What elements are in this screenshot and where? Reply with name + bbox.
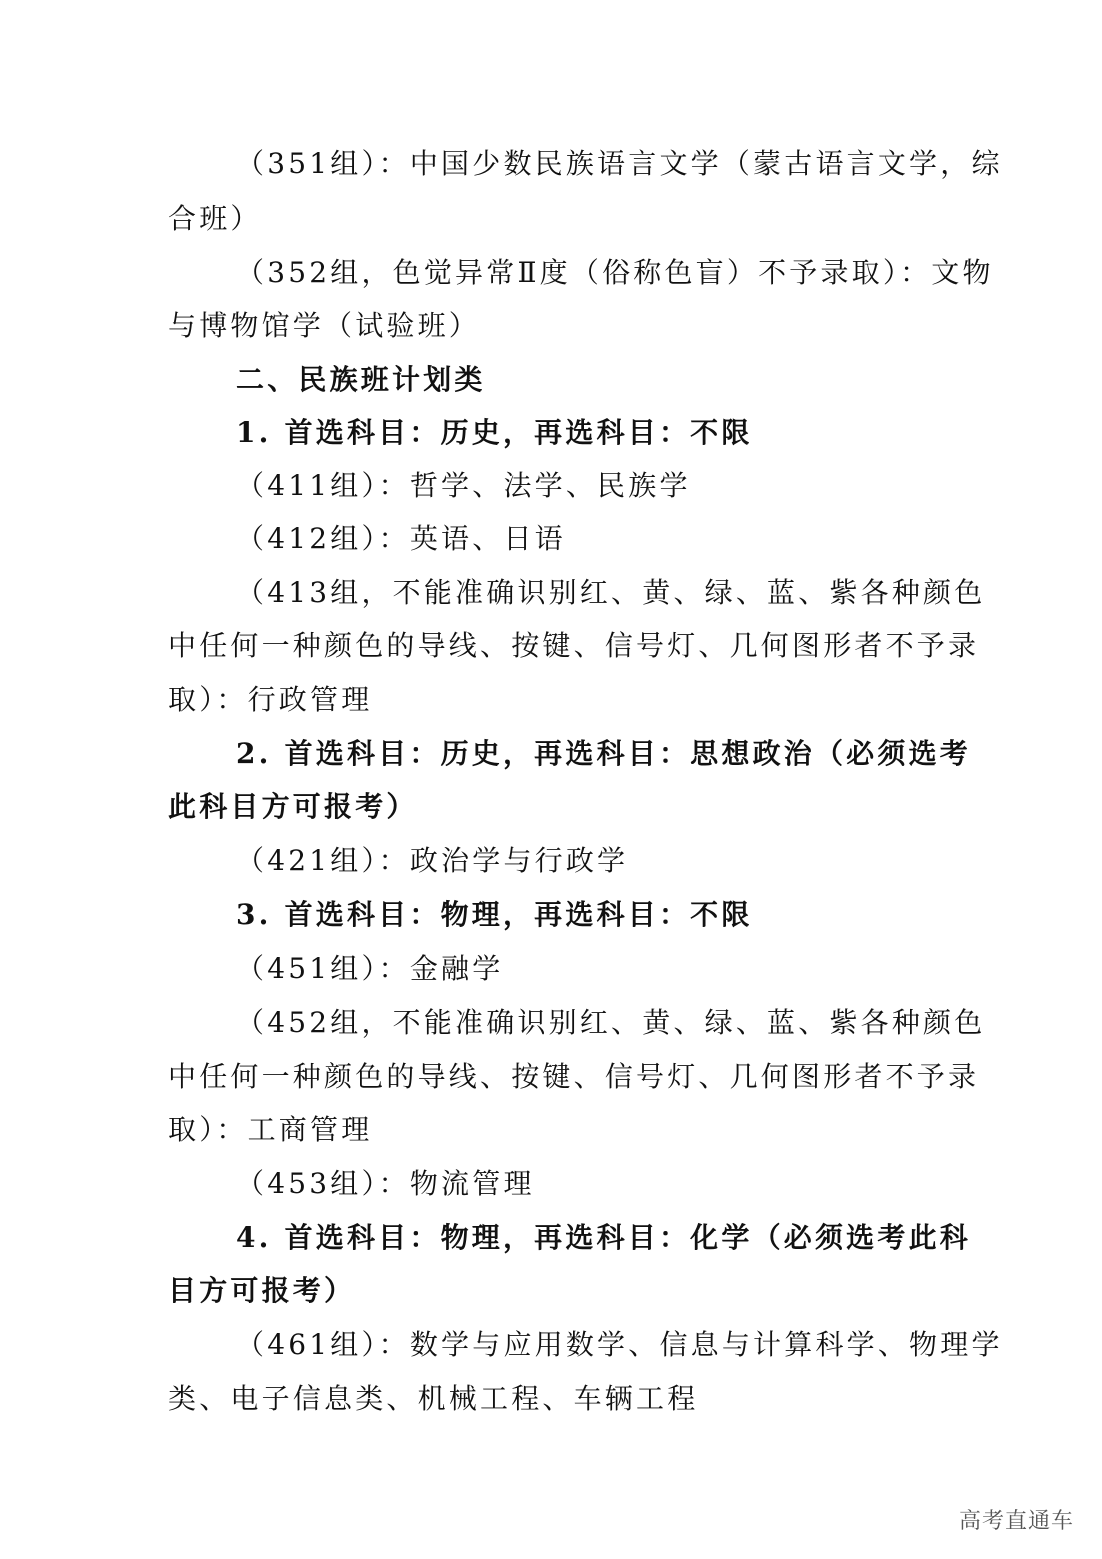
paragraph-461-line-2: 类、电子信息类、机械工程、车辆工程 [168, 1382, 699, 1415]
subject-heading-3: 3. 首选科目：物理，再选科目：不限 [236, 898, 753, 931]
group-412: （412组）：英语、日语 [236, 522, 566, 555]
paragraph-351-line-2: 合班） [168, 202, 262, 235]
paragraph-413-line-3: 取）：行政管理 [168, 683, 373, 716]
paragraph-452-line-1: （452组，不能准确识别红、黄、绿、蓝、紫各种颜色 [236, 1006, 986, 1039]
subject-heading-4-line-2: 目方可报考） [168, 1274, 356, 1307]
subject-heading-4-line-1: 4. 首选科目：物理，再选科目：化学（必须选考此科 [236, 1221, 971, 1254]
paragraph-413-line-2: 中任何一种颜色的导线、按键、信号灯、几何图形者不予录 [168, 629, 980, 662]
group-411: （411组）：哲学、法学、民族学 [236, 469, 691, 502]
paragraph-452-line-3: 取）：工商管理 [168, 1113, 373, 1146]
section-heading-minzu: 二、民族班计划类 [236, 363, 486, 396]
group-421: （421组）：政治学与行政学 [236, 844, 629, 877]
paragraph-452-line-2: 中任何一种颜色的导线、按键、信号灯、几何图形者不予录 [168, 1060, 980, 1093]
paragraph-461-line-1: （461组）：数学与应用数学、信息与计算科学、物理学 [236, 1328, 1003, 1361]
paragraph-352-line-1: （352组，色觉异常Ⅱ度（俗称色盲）不予录取）：文物 [236, 256, 994, 289]
subject-heading-1: 1. 首选科目：历史，再选科目：不限 [236, 416, 753, 449]
group-451: （451组）：金融学 [236, 952, 504, 985]
subject-heading-2-line-1: 2. 首选科目：历史，再选科目：思想政治（必须选考 [236, 737, 971, 770]
paragraph-352-line-2: 与博物馆学（试验班） [168, 309, 481, 342]
watermark-text: 高考直通车 [958, 1509, 1074, 1534]
paragraph-351-line-1: （351组）：中国少数民族语言文学（蒙古语言文学，综 [236, 147, 1003, 180]
subject-heading-2-line-2: 此科目方可报考） [168, 790, 418, 823]
paragraph-413-line-1: （413组，不能准确识别红、黄、绿、蓝、紫各种颜色 [236, 576, 986, 609]
group-453: （453组）：物流管理 [236, 1167, 535, 1200]
